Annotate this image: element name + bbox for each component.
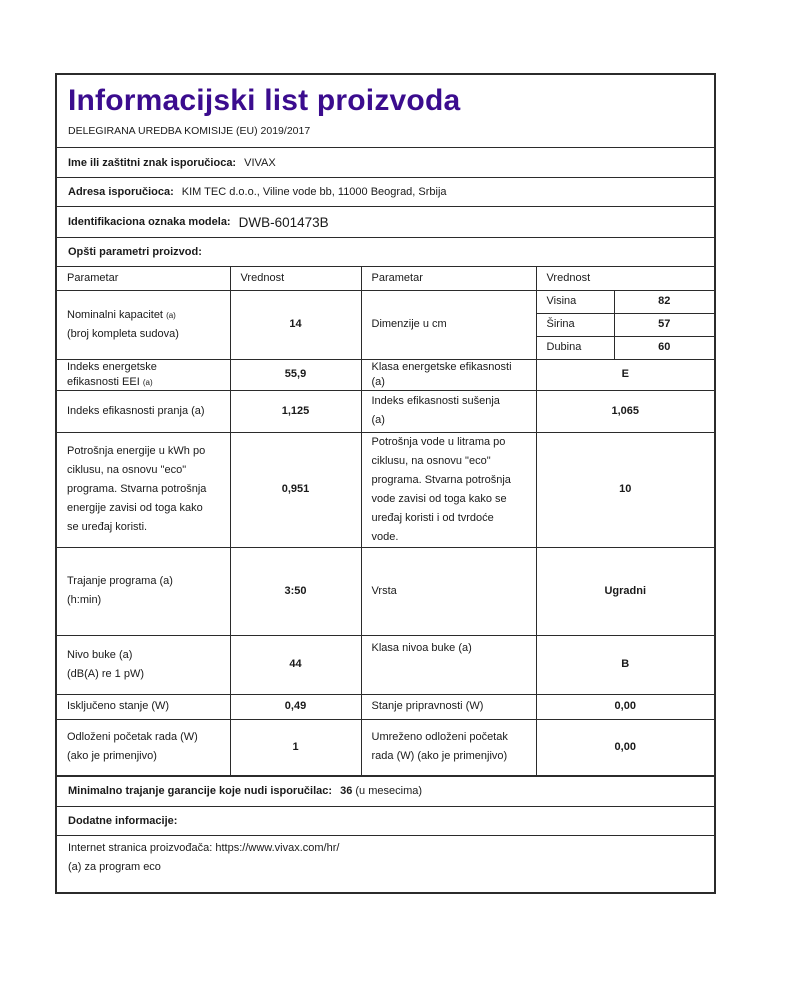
noise-level-value: 44 xyxy=(230,635,361,694)
dry-index-label: Indeks efikasnosti sušenja (a) xyxy=(361,390,536,432)
type-label: Vrsta xyxy=(361,547,536,635)
model-identifier-value: DWB-601473B xyxy=(238,214,329,230)
off-mode-value: 0,49 xyxy=(230,694,361,719)
dimension-depth-label: Dubina xyxy=(536,336,614,359)
energy-consumption-value: 0,951 xyxy=(230,432,361,547)
product-information-sheet xyxy=(55,73,716,894)
supplier-address-value: KIM TEC d.o.o., Viline vode bb, 11000 Beograd, Srbija xyxy=(181,186,447,198)
eei-value: 55,9 xyxy=(230,359,361,390)
table-header-row xyxy=(57,267,714,290)
type-value: Ugradni xyxy=(536,547,714,635)
warranty-label: Minimalno trajanje garancije koje nudi isporučilac: xyxy=(68,785,333,797)
warranty-unit: (u mesecima) xyxy=(355,785,423,797)
supplier-address-label: Adresa isporučioca: xyxy=(68,186,174,198)
dimensions-label: Dimenzije u cm xyxy=(361,290,536,359)
table-row xyxy=(57,694,714,719)
warranty-value: 36 xyxy=(340,785,353,797)
model-identifier-row xyxy=(57,207,714,238)
dimension-depth-value: 60 xyxy=(614,336,714,359)
network-delay-start-value: 0,00 xyxy=(536,719,714,775)
column-header-value-2: Vrednost xyxy=(536,267,714,290)
water-consumption-value: 10 xyxy=(536,432,714,547)
model-identifier-label: Identifikaciona oznaka modela: xyxy=(68,216,231,228)
energy-class-label: Klasa energetske efikasnosti (a) xyxy=(361,359,536,390)
water-consumption-label: Potrošnja vode u litrama po ciklusu, na osnovu "eco" programa. Stvarna potrošnja vode zavisi od toga kako se uređaj koristi i od tvrdoće vode. xyxy=(361,432,536,547)
noise-level-label: Nivo buke (a) (dB(A) re 1 pW) xyxy=(57,635,230,694)
off-mode-label: Isključeno stanje (W) xyxy=(57,694,230,719)
capacity-value: 14 xyxy=(230,290,361,359)
noise-class-label: Klasa nivoa buke (a) xyxy=(361,635,536,694)
energy-class-value: E xyxy=(536,359,714,390)
additional-info-heading: Dodatne informacije: xyxy=(57,807,714,836)
standby-value: 0,00 xyxy=(536,694,714,719)
table-row xyxy=(57,359,714,390)
wash-index-value: 1,125 xyxy=(230,390,361,432)
capacity-label: Nominalni kapacitet (a) (broj kompleta sudova) xyxy=(57,290,230,359)
dimension-width-label: Širina xyxy=(536,313,614,336)
column-header-parameter-2: Parametar xyxy=(361,267,536,290)
dimension-height-value: 82 xyxy=(614,290,714,313)
network-delay-start-label: Umreženo odloženi početak rada (W) (ako je primenjivo) xyxy=(361,719,536,775)
noise-class-value: B xyxy=(536,635,714,694)
table-row xyxy=(57,290,714,313)
table-row xyxy=(57,719,714,775)
dimension-width-value: 57 xyxy=(614,313,714,336)
footnote: (a) za program eco xyxy=(68,860,161,873)
column-header-parameter: Parametar xyxy=(57,267,230,290)
eei-label: Indeks energetske efikasnosti EEI (a) xyxy=(57,359,230,390)
delay-start-label: Odloženi početak rada (W) (ako je primenjivo) xyxy=(57,719,230,775)
general-parameters-heading: Opšti parametri proizvod: xyxy=(57,238,714,267)
program-duration-label: Trajanje programa (a) (h:min) xyxy=(57,547,230,635)
table-row xyxy=(57,432,714,547)
column-header-value: Vrednost xyxy=(230,267,361,290)
table-row xyxy=(57,635,714,694)
supplier-name-row xyxy=(57,148,714,178)
additional-info-section xyxy=(57,836,714,892)
wash-index-label: Indeks efikasnosti pranja (a) xyxy=(57,390,230,432)
warranty-row xyxy=(57,777,714,807)
dry-index-value: 1,065 xyxy=(536,390,714,432)
delay-start-value: 1 xyxy=(230,719,361,775)
supplier-name-value: VIVAX xyxy=(244,156,276,169)
program-duration-value: 3:50 xyxy=(230,547,361,635)
dimension-height-label: Visina xyxy=(536,290,614,313)
page-title: Informacijski list proizvoda xyxy=(68,84,461,117)
energy-consumption-label: Potrošnja energije u kWh po ciklusu, na osnovu "eco" programa. Stvarna potrošnja energije zavisi od toga kako se uređaj koristi. xyxy=(57,432,230,547)
regulation-subtitle: DELEGIRANA UREDBA KOMISIJE (EU) 2019/2017 xyxy=(68,125,311,137)
table-row xyxy=(57,390,714,432)
table-row xyxy=(57,547,714,635)
parameters-table xyxy=(57,267,714,776)
manufacturer-website: Internet stranica proizvođača: https://www.vivax.com/hr/ xyxy=(68,841,340,854)
standby-label: Stanje pripravnosti (W) xyxy=(361,694,536,719)
parameters-table-section xyxy=(57,267,714,777)
title-section xyxy=(57,75,714,148)
supplier-name-label: Ime ili zaštitni znak isporučioca: xyxy=(68,156,237,169)
supplier-address-row xyxy=(57,178,714,207)
